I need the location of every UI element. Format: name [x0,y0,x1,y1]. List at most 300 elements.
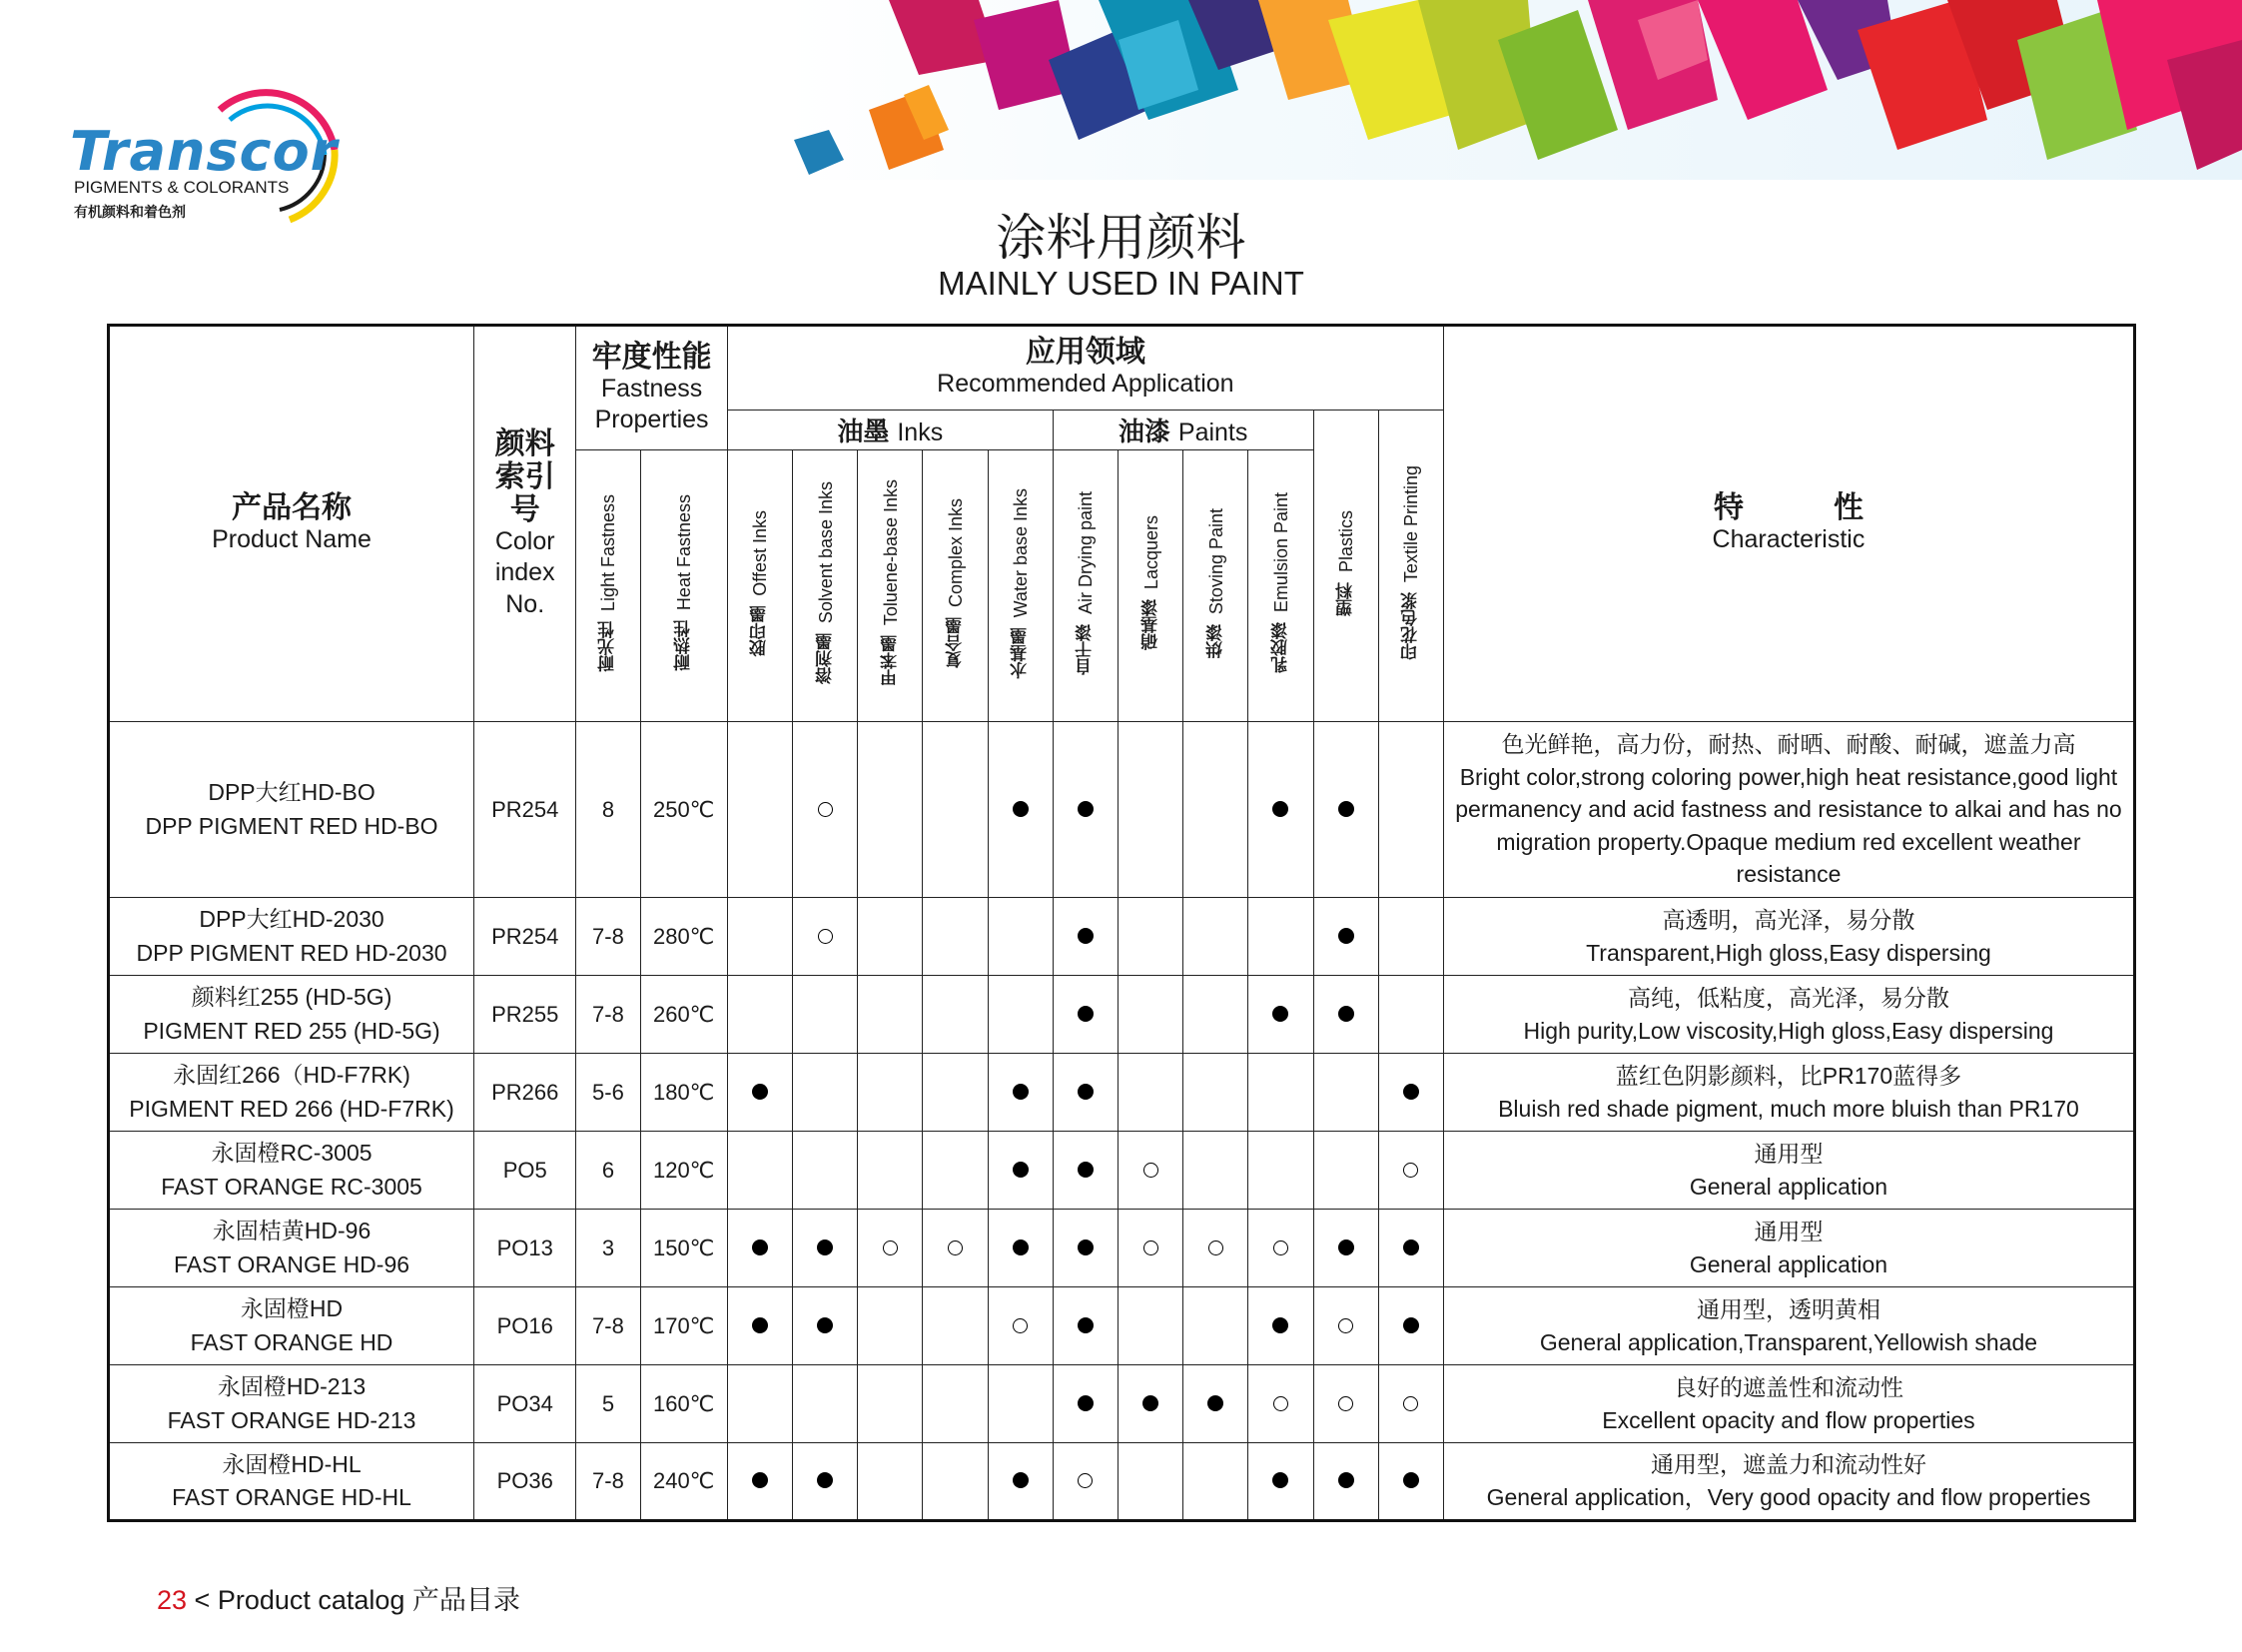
filled-dot-icon [1338,1006,1354,1022]
header-characteristic-cn: 特 性 [1713,490,1864,526]
color-index-cell [474,898,576,976]
product-name-cell [109,1365,474,1443]
header-inks-en: Inks [897,418,944,446]
filled-dot-icon [1078,1239,1094,1255]
header-product-cn: 产品名称 [232,490,353,526]
header-col-airdry [1053,450,1118,722]
filled-dot-icon [1403,1084,1419,1100]
characteristic-en: Bluish red shade pigment, much more bluish than PR170 [1498,1095,2079,1122]
col-cn: 甲苯墨 [880,635,900,687]
application-cell [1248,1443,1313,1521]
header-inks [727,411,1053,450]
header-col-complex [923,450,988,722]
application-cell [1053,976,1118,1054]
application-cell [858,1132,923,1210]
light-fastness-cell [576,1054,640,1132]
application-cell [727,1443,792,1521]
col-en: Textile Printing [1401,465,1422,583]
application-cell [727,1365,792,1443]
color-index-cell [474,976,576,1054]
hollow-circle-icon [1403,1163,1418,1178]
application-cell [1313,1287,1378,1365]
characteristic-cn: 良好的遮盖性和流动性 [1673,1373,1903,1400]
application-cell [923,1365,988,1443]
col-cn: 烘漆 [1205,624,1225,659]
application-cell [923,1287,988,1365]
light-fastness: 7-8 [592,1001,624,1027]
table-row [109,1287,2135,1365]
hollow-circle-icon [1273,1396,1288,1411]
col-cn: 塑料 [1336,582,1356,616]
application-cell [1248,722,1313,898]
header-paints [1053,411,1313,450]
application-cell [923,1443,988,1521]
heat-fastness: 180℃ [652,1079,715,1105]
color-index: PO16 [496,1312,553,1338]
color-index-cell [474,1132,576,1210]
application-cell [858,1054,923,1132]
header-paints-en: Paints [1177,418,1248,446]
application-cell [988,1287,1053,1365]
heat-fastness-cell [640,898,727,976]
light-fastness-cell [576,1365,640,1443]
product-name-cn: 永固橙HD [240,1295,344,1322]
color-index-cell [474,1054,576,1132]
header-ci-cn: 颜料索引号 [494,426,555,528]
heat-fastness: 150℃ [652,1235,715,1260]
application-cell [1183,1365,1248,1443]
application-cell [1053,1443,1118,1521]
product-name-cn: 永固橙HD-213 [217,1373,367,1400]
characteristic-en: High purity,Low viscosity,High gloss,Easy dispersing [1523,1017,2054,1044]
characteristic-en: General application [1689,1250,1888,1277]
col-cn: 耐热性 [674,620,694,672]
light-fastness: 8 [601,796,615,822]
application-cell [988,1443,1053,1521]
footer-text: < Product catalog 产品目录 [187,1585,520,1615]
filled-dot-icon [1338,801,1354,817]
pigment-table-container [107,324,2136,1522]
table-row [109,1443,2135,1521]
header-col-water [988,450,1053,722]
header-product-name [109,326,474,722]
filled-dot-icon [1078,1162,1094,1178]
application-cell [727,976,792,1054]
characteristic-cell [1443,722,2134,898]
application-cell [988,976,1053,1054]
application-cell [1248,1365,1313,1443]
application-cell [1118,1287,1182,1365]
application-cell [1183,1210,1248,1287]
filled-dot-icon [1207,1395,1223,1411]
filled-dot-icon [752,1317,768,1333]
color-index: PR254 [491,923,559,949]
application-cell [793,1443,858,1521]
hollow-circle-icon [1143,1240,1158,1255]
application-cell [988,1132,1053,1210]
header-application-cn: 应用领域 [1025,335,1145,371]
filled-dot-icon [752,1239,768,1255]
product-name-cn: DPP大红HD-2030 [199,906,384,933]
application-cell [793,1210,858,1287]
product-name-en: FAST ORANGE HD-96 [174,1250,410,1277]
characteristic-cell [1443,1287,2134,1365]
application-cell [793,1132,858,1210]
col-en: Plastics [1336,509,1357,572]
product-name-cell [109,1210,474,1287]
product-name-cn: 永固桔黄HD-96 [212,1218,372,1244]
filled-dot-icon [1078,1395,1094,1411]
application-cell [1118,1210,1182,1287]
table-row [109,722,2135,898]
application-cell [727,1132,792,1210]
filled-dot-icon [1078,928,1094,944]
col-cn: 自干漆 [1076,624,1096,676]
heat-fastness-cell [640,1054,727,1132]
color-index: PO5 [502,1157,547,1183]
characteristic-cell [1443,898,2134,976]
application-cell [1313,1210,1378,1287]
application-cell [858,1365,923,1443]
col-en: Emulsion Paint [1270,492,1291,613]
col-en: Offest Inks [750,509,771,596]
heat-fastness-cell [640,1443,727,1521]
application-cell [793,1287,858,1365]
application-cell [727,1210,792,1287]
application-cell [988,1054,1053,1132]
application-cell [1248,898,1313,976]
filled-dot-icon [1338,928,1354,944]
color-index: PO36 [496,1468,553,1493]
table-row [109,976,2135,1054]
color-index-cell [474,1365,576,1443]
application-cell [988,1365,1053,1443]
characteristic-cn: 蓝红色阴影颜料，比PR170蓝得多 [1615,1062,1962,1089]
application-cell [793,722,858,898]
filled-dot-icon [1013,1239,1029,1255]
filled-dot-icon [752,1472,768,1488]
heat-fastness-cell [640,1132,727,1210]
product-name-en: FAST ORANGE RC-3005 [161,1173,422,1200]
product-name-en: DPP PIGMENT RED HD-2030 [136,939,447,966]
header-col-stoving [1183,450,1248,722]
application-cell [858,976,923,1054]
application-cell [1313,722,1378,898]
header-col-light [576,450,640,722]
application-cell [1378,898,1443,976]
col-en: Toluene-base Inks [880,479,901,626]
application-cell [1248,1132,1313,1210]
logo-subtitle-cn: 有机颜料和着色剂 [74,204,186,220]
application-cell [1313,1132,1378,1210]
product-name-cn: 颜料红255 (HD-5G) [191,984,392,1011]
characteristic-cell [1443,1443,2134,1521]
application-cell [1118,976,1182,1054]
filled-dot-icon [1013,1084,1029,1100]
hollow-circle-icon [948,1240,963,1255]
application-cell [727,898,792,976]
light-fastness: 5-6 [592,1079,624,1105]
pigment-table [107,324,2136,1522]
filled-dot-icon [1403,1317,1419,1333]
col-cn: 胶印墨 [750,605,770,657]
header-fastness-cn: 牢度性能 [591,339,712,375]
application-cell [1118,1054,1182,1132]
product-name-cn: 永固橙RC-3005 [211,1140,373,1167]
application-cell [1053,898,1118,976]
header-col-emulsion [1248,450,1313,722]
header-inks-cn: 油墨 [837,417,890,447]
characteristic-en: Transparent,High gloss,Easy dispersing [1586,939,1991,966]
characteristic-cn: 高透明，高光泽，易分散 [1662,906,1915,933]
application-cell [1053,1132,1118,1210]
table-row [109,898,2135,976]
col-en: Stoving Paint [1205,507,1226,615]
header-characteristic-en: Characteristic [1712,525,1866,554]
hollow-circle-icon [1338,1396,1353,1411]
logo-subtitle: PIGMENTS & COLORANTS [74,178,290,197]
characteristic-en: General application,Transparent,Yellowish shade [1539,1328,2038,1355]
light-fastness-cell [576,1443,640,1521]
characteristic-en: General application，Very good opacity and flow properties [1486,1484,2091,1510]
product-name-cell [109,1287,474,1365]
header-fastness-en: Fastness Properties [594,374,709,433]
application-cell [1313,1054,1378,1132]
characteristic-cn: 通用型，遮盖力和流动性好 [1650,1451,1926,1478]
application-cell [1248,1054,1313,1132]
application-cell [1053,1210,1118,1287]
filled-dot-icon [1272,1317,1288,1333]
light-fastness-cell [576,1210,640,1287]
application-cell [923,1132,988,1210]
application-cell [923,1054,988,1132]
application-cell [1183,1054,1248,1132]
col-en: Heat Fastness [674,494,695,611]
application-cell [1183,722,1248,898]
characteristic-cn: 通用型 [1754,1140,1824,1167]
color-index: PR266 [491,1079,559,1105]
col-cn: 硝基漆 [1140,599,1160,651]
page-title-en: MAINLY USED IN PAINT [938,265,1304,302]
color-index: PR255 [491,1001,559,1027]
application-cell [988,1210,1053,1287]
light-fastness: 7-8 [592,923,624,949]
col-en: Lacquers [1140,515,1161,590]
light-fastness: 7-8 [592,1468,624,1493]
application-cell [1248,976,1313,1054]
application-cell [858,1443,923,1521]
page-title-cn: 涂料用颜料 [996,209,1246,267]
hollow-circle-icon [1273,1240,1288,1255]
characteristic-cn: 色光鲜艳，高力份，耐热、耐晒、耐酸、耐碱，遮盖力高 [1501,730,2076,757]
heat-fastness-cell [640,1365,727,1443]
product-name-cell [109,722,474,898]
product-name-cell [109,898,474,976]
header-color-index [474,326,576,722]
characteristic-cell [1443,1365,2134,1443]
application-cell [1378,1443,1443,1521]
col-cn: 印花色浆 [1401,592,1421,661]
filled-dot-icon [817,1317,833,1333]
filled-dot-icon [1338,1239,1354,1255]
application-cell [1118,1132,1182,1210]
application-cell [793,898,858,976]
application-cell [1378,1054,1443,1132]
filled-dot-icon [1142,1395,1158,1411]
application-cell [1378,1132,1443,1210]
application-cell [923,722,988,898]
characteristic-cn: 通用型，透明黄相 [1696,1295,1880,1322]
product-name-cell [109,976,474,1054]
light-fastness: 5 [601,1390,615,1416]
table-row [109,1365,2135,1443]
filled-dot-icon [1403,1472,1419,1488]
header-col-solvent [793,450,858,722]
hollow-circle-icon [1208,1240,1223,1255]
table-row [109,1132,2135,1210]
characteristic-en: Excellent opacity and flow properties [1602,1406,1975,1433]
light-fastness-cell [576,898,640,976]
col-en: Solvent base Inks [815,481,836,624]
application-cell [923,898,988,976]
col-cn: 溶剂墨 [815,633,835,685]
filled-dot-icon [817,1239,833,1255]
application-cell [1118,722,1182,898]
heat-fastness: 120℃ [652,1157,715,1183]
application-cell [1313,898,1378,976]
header-application-en: Recommended Application [937,370,1234,399]
filled-dot-icon [1013,801,1029,817]
application-cell [793,1365,858,1443]
filled-dot-icon [1272,1472,1288,1488]
application-cell [1053,1287,1118,1365]
application-cell [858,1287,923,1365]
application-cell [1183,898,1248,976]
heat-fastness: 260℃ [652,1001,715,1027]
application-cell [1248,1210,1313,1287]
filled-dot-icon [817,1472,833,1488]
heat-fastness: 280℃ [652,923,715,949]
filled-dot-icon [1078,1317,1094,1333]
application-cell [1313,976,1378,1054]
filled-dot-icon [1272,801,1288,817]
header-fastness [576,326,727,450]
application-cell [923,1210,988,1287]
product-name-en: FAST ORANGE HD [190,1328,393,1355]
hollow-circle-icon [1013,1318,1028,1333]
light-fastness-cell [576,722,640,898]
heat-fastness-cell [640,976,727,1054]
light-fastness: 7-8 [592,1312,624,1338]
product-name-en: FAST ORANGE HD-HL [172,1484,411,1510]
page-number: 23 [157,1585,188,1615]
characteristic-cell [1443,1210,2134,1287]
light-fastness: 3 [601,1235,615,1260]
product-name-en: PIGMENT RED 266 (HD-F7RK) [129,1095,454,1122]
application-cell [1183,1443,1248,1521]
application-cell [858,898,923,976]
application-cell [1248,1287,1313,1365]
application-cell [1378,1210,1443,1287]
application-cell [727,1287,792,1365]
application-cell [1313,1443,1378,1521]
light-fastness-cell [576,1132,640,1210]
product-name-cell [109,1132,474,1210]
application-cell [1378,1365,1443,1443]
heat-fastness: 170℃ [652,1312,715,1338]
color-index: PO13 [496,1235,553,1260]
header-col-lacquers [1118,450,1182,722]
col-cn: 复合墨 [945,617,965,669]
col-cn: 耐光性 [598,621,618,673]
heat-fastness-cell [640,1210,727,1287]
heat-fastness: 160℃ [652,1390,715,1416]
application-cell [727,722,792,898]
application-cell [923,976,988,1054]
application-cell [1118,1443,1182,1521]
application-cell [858,1210,923,1287]
header-ci-en: Color index No. [494,527,555,618]
application-cell [1053,1054,1118,1132]
color-index-cell [474,1443,576,1521]
header-application [727,326,1443,411]
filled-dot-icon [1013,1162,1029,1178]
filled-dot-icon [752,1084,768,1100]
header-col-plastics [1313,411,1378,722]
application-cell [1378,976,1443,1054]
filled-dot-icon [1403,1239,1419,1255]
filled-dot-icon [1078,1006,1094,1022]
product-name-cell [109,1054,474,1132]
header-paints-cn: 油漆 [1118,417,1170,447]
light-fastness-cell [576,976,640,1054]
application-cell [1053,722,1118,898]
product-name-cn: DPP大红HD-BO [208,779,375,806]
product-name-cell [109,1443,474,1521]
filled-dot-icon [1338,1472,1354,1488]
header-characteristic [1443,326,2134,722]
hollow-circle-icon [818,802,833,817]
application-cell [988,898,1053,976]
characteristic-cell [1443,1054,2134,1132]
heat-fastness: 240℃ [652,1468,715,1493]
application-cell [1118,1365,1182,1443]
product-name-en: DPP PIGMENT RED HD-BO [145,812,438,839]
hollow-circle-icon [1143,1163,1158,1178]
application-cell [858,722,923,898]
heat-fastness-cell [640,722,727,898]
application-cell [1378,1287,1443,1365]
col-cn: 乳胶漆 [1270,622,1290,674]
color-index-cell [474,1210,576,1287]
logo-wordmark: Transcor [70,120,339,183]
col-en: Air Drying paint [1076,490,1097,615]
filled-dot-icon [1078,1084,1094,1100]
application-cell [1053,1365,1118,1443]
application-cell [988,722,1053,898]
page-footer [157,1578,520,1617]
header-col-heat [640,450,727,722]
color-index-cell [474,722,576,898]
light-fastness: 6 [601,1157,615,1183]
product-name-en: PIGMENT RED 255 (HD-5G) [143,1017,440,1044]
table-row [109,1054,2135,1132]
application-cell [1378,722,1443,898]
color-index-cell [474,1287,576,1365]
hollow-circle-icon [1338,1318,1353,1333]
product-name-cn: 永固红266（HD-F7RK) [173,1062,410,1089]
col-en: Water base Inks [1011,487,1032,618]
